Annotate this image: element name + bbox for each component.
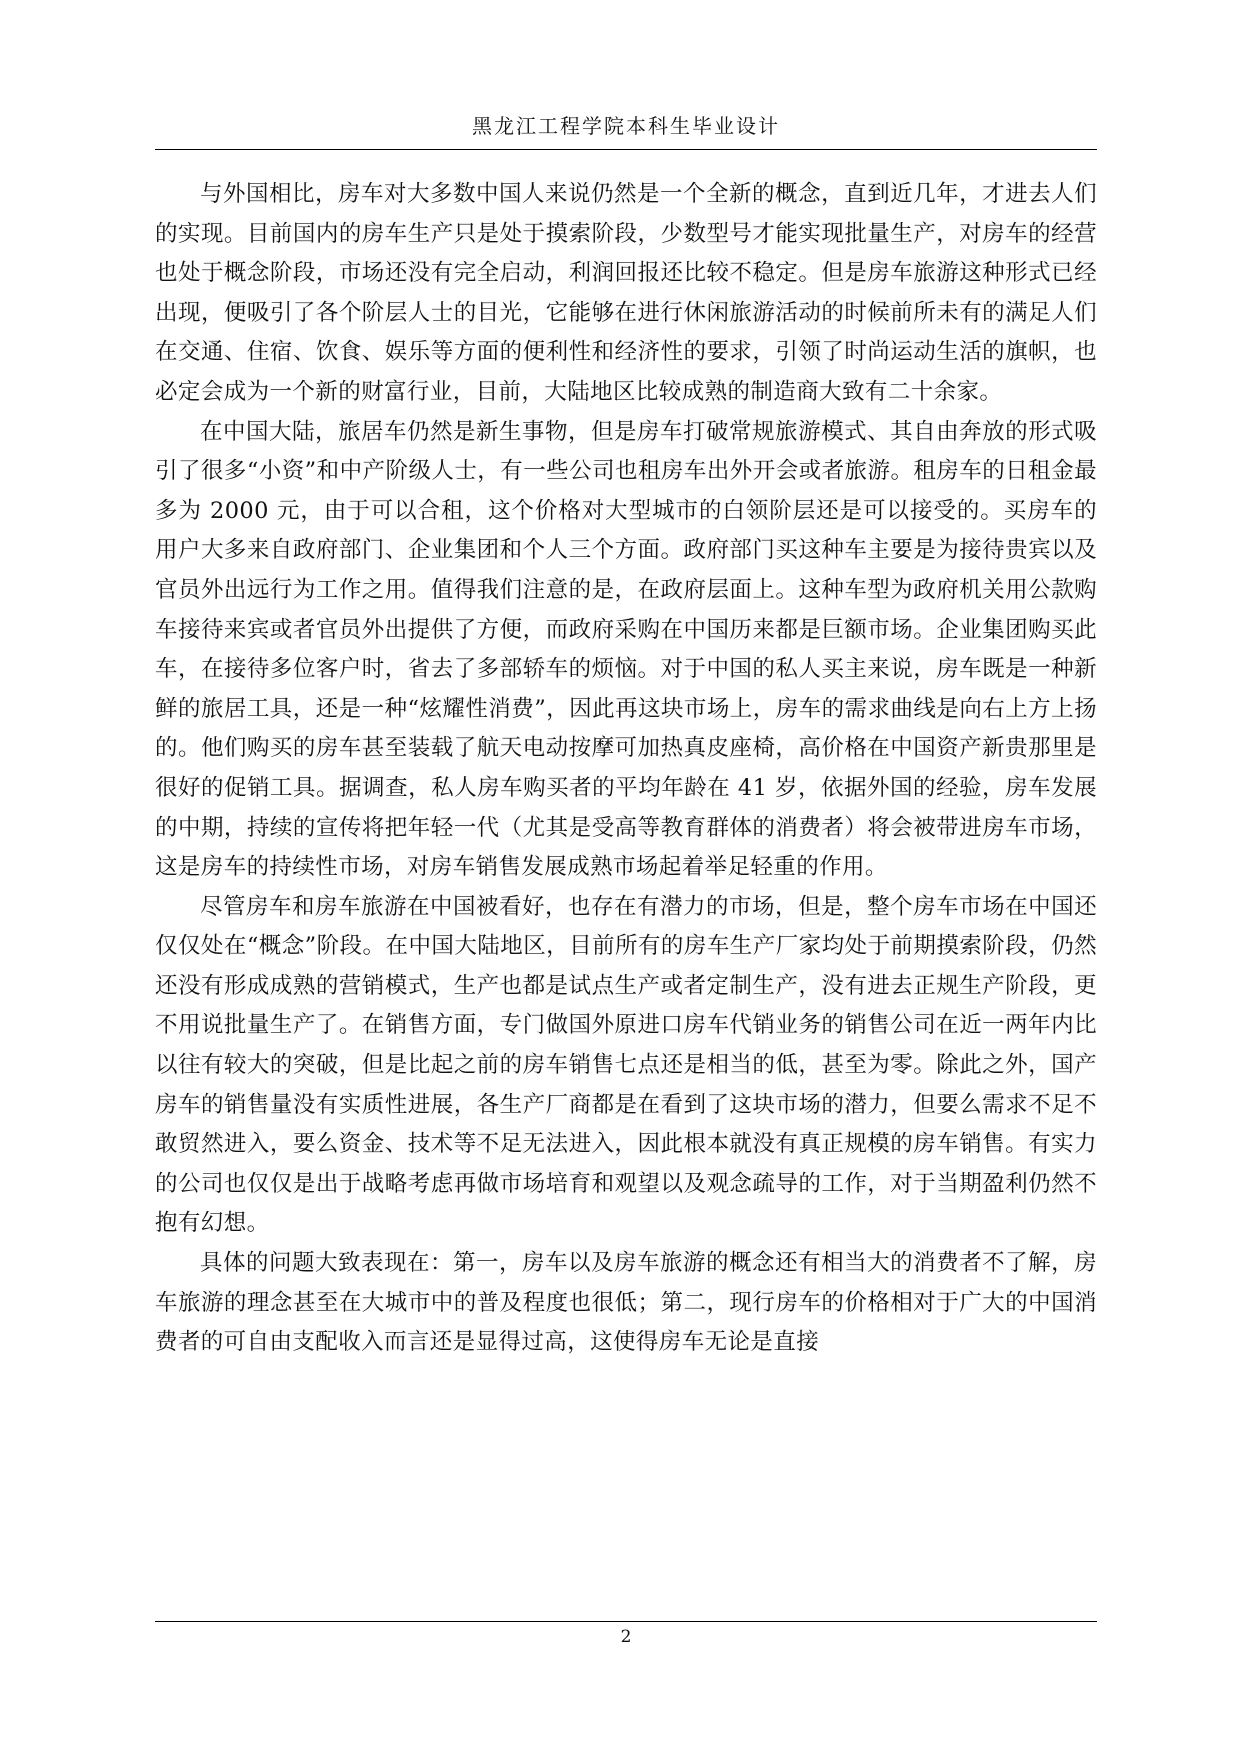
- page-number: 2: [620, 1627, 632, 1647]
- paragraph: 尽管房车和房车旅游在中国被看好，也存在有潜力的市场，但是，整个房车市场在中国还仅仅处在“概念”阶段。在中国大陆地区，目前所有的房车生产厂家均处于前期摸索阶段，仍然还没有形成成熟的营销模式，生产也都是试点生产或者定制生产，没有进去正规生产阶段，更不用说批量生产了。在销售方面，专门做国外原进口房车代销业务的销售公司在近一两年内比以往有较大的突破，但是比起之前的房车销售七点还是相当的低，甚至为零。除此之外，国产房车的销售量没有实质性进展，各生产厂商都是在看到了这块市场的潜力，但要么需求不足不敢贸然进入，要么资金、技术等不足无法进入，因此根本就没有真正规模的房车销售。有实力的公司也仅仅是出于战略考虑再做市场培育和观望以及观念疏导的工作，对于当期盈利仍然不抱有幻想。: [155, 893, 1097, 1237]
- paragraph: 具体的问题大致表现在：第一，房车以及房车旅游的概念还有相当大的消费者不了解，房车旅游的理念甚至在大城市中的普及程度也很低；第二，现行房车的价格相对于广大的中国消费者的可自由支配收入而言还是显得过高，这使得房车无论是直接: [155, 1250, 1097, 1356]
- running-header: 黑龙江工程学院本科生毕业设计: [472, 114, 780, 138]
- header-rule: [155, 149, 1097, 150]
- body-text: [155, 175, 1097, 1363]
- paragraph: 在中国大陆，旅居车仍然是新生事物，但是房车打破常规旅游模式、其自由奔放的形式吸引了很多“小资”和中产阶级人士，有一些公司也租房车出外开会或者旅游。租房车的日租金最多为 2000 元，由于可以合租，这个价格对大型城市的白领阶层还是可以接受的。买房车的用户大多来自政府部门、企业集团和个人三个方面。政府部门买这种车主要是为接待贵宾以及官员外出远行为工作之用。值得我们注意的是，在政府层面上。这种车型为政府机关用公款购车接待来宾或者官员外出提供了方便，而政府采购在中国历来都是巨额市场。企业集团购买此车，在接待多位客户时，省去了多部轿车的烦恼。对于中国的私人买主来说，房车既是一种新鲜的旅居工具，还是一种“炫耀性消费”，因此再这块市场上，房车的需求曲线是向右上方上扬的。他们购买的房车甚至装载了航天电动按摩可加热真皮座椅，高价格在中国资产新贵那里是很好的促销工具。据调查，私人房车购买者的平均年龄在 41 岁，依据外国的经验，房车发展的中期，持续的宣传将把年轻一代（尤其是受高等教育群体的消费者）将会被带进房车市场，这是房车的持续性市场，对房车销售发展成熟市场起着举足轻重的作用。: [155, 418, 1097, 881]
- paragraph: 与外国相比，房车对大多数中国人来说仍然是一个全新的概念，直到近几年，才进去人们的实现。目前国内的房车生产只是处于摸索阶段，少数型号才能实现批量生产，对房车的经营也处于概念阶段，市场还没有完全启动，利润回报还比较不稳定。但是房车旅游这种形式已经出现，便吸引了各个阶层人士的目光，它能够在进行休闲旅游活动的时候前所未有的满足人们在交通、住宿、饮食、娱乐等方面的便利性和经济性的要求，引领了时尚运动生活的旗帜，也必定会成为一个新的财富行业，目前，大陆地区比较成熟的制造商大致有二十余家。: [155, 181, 1097, 405]
- footer-rule: [155, 1621, 1097, 1622]
